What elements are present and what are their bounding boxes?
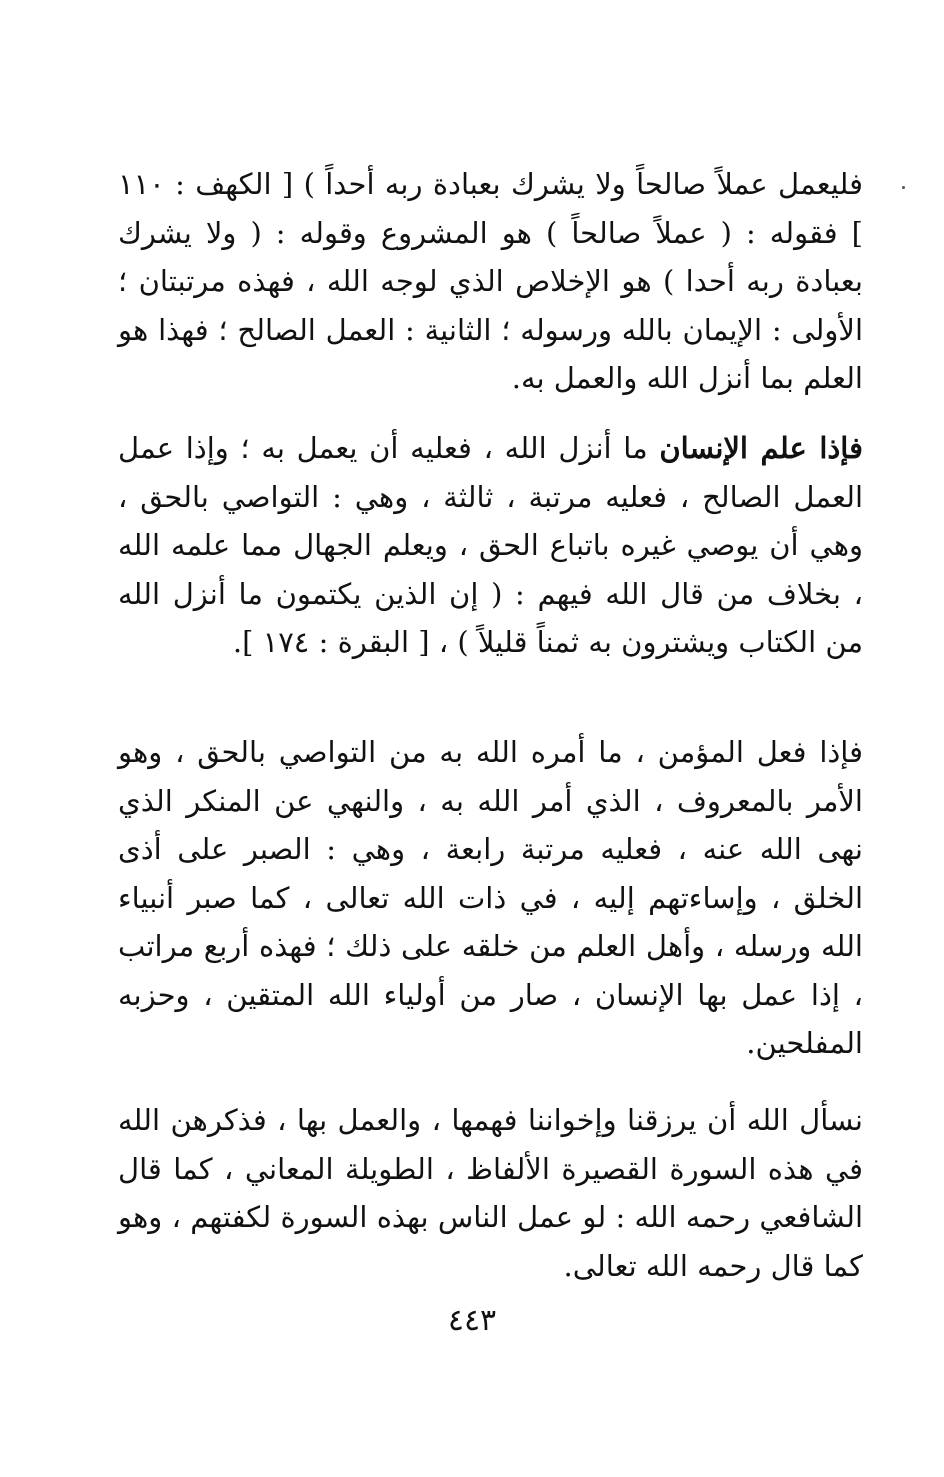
paragraph-1-text: فليعمل عملاً صالحاً ولا يشرك بعبادة ربه أحداً ) [ الكهف : ١١٠ ] فقوله : ( عملاً صالحاً ) هو المشروع وقوله : ( ولا يشرك بعبادة ربه أحدا ) هو الإخلاص الذي لوجه الله ، فهذه مرتبتان ؛ الأولى : الإيمان بالله ورسوله ؛ الثانية : العمل الصالح ؛ فهذا هو العلم بما أنزل الله والعمل به. (118, 167, 863, 395)
paragraph-1 (118, 160, 863, 403)
paragraph-2-text: ما أنزل الله ، فعليه أن يعمل به ؛ وإذا عمل العمل الصالح ، فعليه مرتبة ، ثالثة ، وهي : التواصي بالحق ، وهي أن يوصي غيره باتباع الحق ، ويعلم الجهال مما علمه الله ، بخلاف من قال الله فيهم : ( إن الذين يكتمون ما أنزل الله من الكتاب ويشترون به ثمناً قليلاً ) ، [ البقرة : ١٧٤ ]. (118, 431, 863, 659)
paragraph-3 (118, 728, 863, 1068)
paragraph-2-lead: فإذا علم الإنسان (659, 431, 863, 465)
paragraph-4 (118, 1096, 863, 1290)
paragraph-3-text: فإذا فعل المؤمن ، ما أمره الله به من التواصي بالحق ، وهو الأمر بالمعروف ، الذي أمر الله به ، والنهي عن المنكر الذي نهى الله عنه ، فعليه مرتبة رابعة ، وهي : الصبر على أذى الخلق ، وإساءتهم إليه ، في ذات الله تعالى ، كما صبر أنبياء الله ورسله ، وأهل العلم من خلقه على ذلك ؛ فهذه أربع مراتب ، إذا عمل بها الإنسان ، صار من أولياء الله المتقين ، وحزبه المفلحين. (118, 735, 863, 1060)
paragraph-4-text: نسأل الله أن يرزقنا وإخواننا فهمها ، والعمل بها ، فذكرهن الله في هذه السورة القصيرة الألفاظ ، الطويلة المعاني ، كما قال الشافعي رحمه الله : لو عمل الناس بهذه السورة لكفتهم ، وهو كما قال رحمه الله تعالى. (118, 1103, 863, 1283)
page-number: ٤٤٣ (447, 1303, 497, 1338)
margin-mark (902, 186, 905, 189)
paragraph-2 (118, 424, 863, 667)
